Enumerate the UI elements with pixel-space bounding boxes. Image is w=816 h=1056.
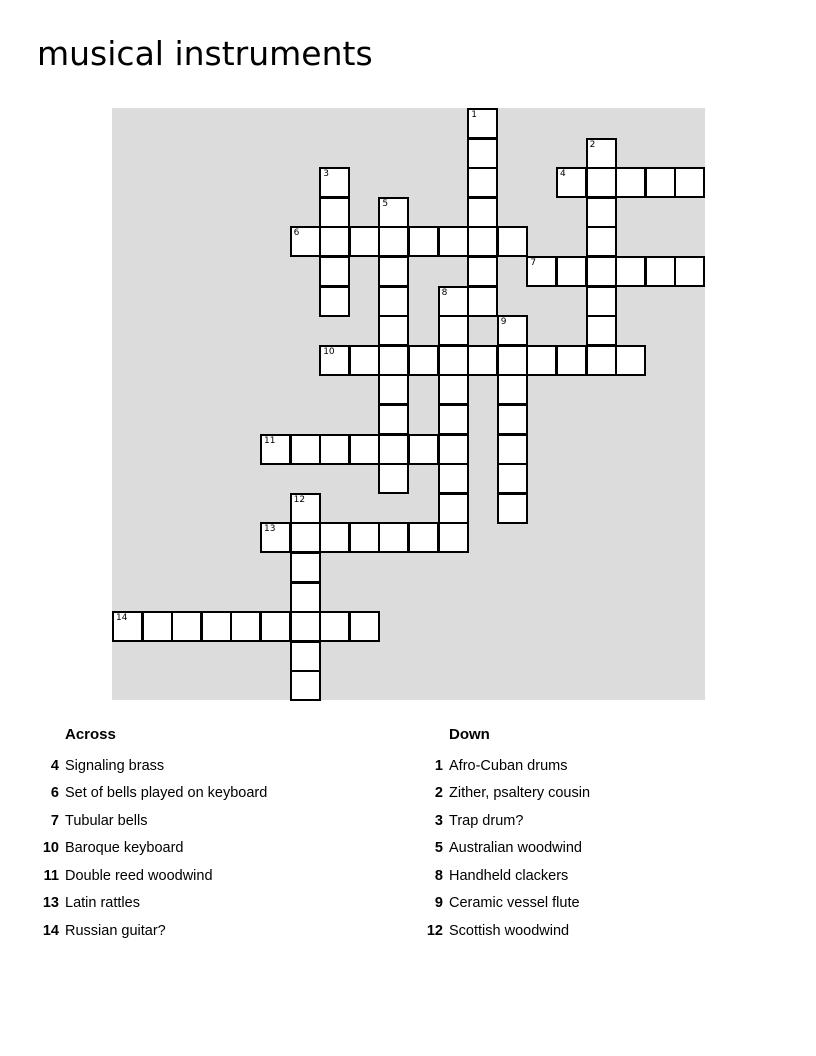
- grid-cell[interactable]: [467, 345, 498, 376]
- grid-cell[interactable]: [171, 611, 202, 642]
- cell-number: 11: [264, 435, 276, 446]
- grid-cell[interactable]: [497, 463, 528, 494]
- grid-cell[interactable]: [586, 256, 617, 287]
- cell-number: 4: [560, 169, 566, 180]
- grid-cell[interactable]: [260, 522, 291, 553]
- grid-cell[interactable]: [645, 256, 676, 287]
- grid-cell[interactable]: [467, 108, 498, 139]
- grid-cell[interactable]: [586, 167, 617, 198]
- grid-cell[interactable]: [319, 345, 350, 376]
- clue-number: 2: [434, 785, 443, 802]
- clue-text: Trap drum?: [449, 812, 524, 829]
- clue-number: 1: [434, 757, 443, 774]
- grid-cell[interactable]: [438, 434, 469, 465]
- grid-cell[interactable]: [497, 374, 528, 405]
- grid-cell[interactable]: [408, 226, 439, 257]
- grid-cell[interactable]: [674, 167, 705, 198]
- clue-text: Afro-Cuban drums: [449, 757, 568, 774]
- grid-cell[interactable]: [438, 315, 469, 346]
- clue-text: Ceramic vessel flute: [449, 895, 580, 912]
- cell-number: 14: [116, 613, 128, 624]
- down-clue: [424, 752, 764, 780]
- grid-cell[interactable]: [526, 345, 557, 376]
- cell-number: 3: [323, 169, 329, 180]
- grid-cell[interactable]: [319, 611, 350, 642]
- clue-number: 6: [50, 785, 59, 802]
- across-clue: [40, 890, 380, 918]
- grid-cell[interactable]: [586, 226, 617, 257]
- cell-number: 13: [264, 524, 276, 535]
- across-clue: [40, 917, 380, 945]
- grid-cell[interactable]: [467, 256, 498, 287]
- grid-cell[interactable]: [378, 345, 409, 376]
- grid-cell[interactable]: [586, 197, 617, 228]
- cell-number: 10: [323, 346, 335, 357]
- grid-cell[interactable]: [615, 256, 646, 287]
- grid-cell[interactable]: [290, 670, 321, 701]
- clue-number: 9: [434, 895, 443, 912]
- grid-cell[interactable]: [438, 286, 469, 317]
- grid-cell[interactable]: [378, 463, 409, 494]
- grid-cell[interactable]: [112, 611, 143, 642]
- across-clue: [40, 807, 380, 835]
- grid-cell[interactable]: [497, 315, 528, 346]
- grid-cell[interactable]: [586, 315, 617, 346]
- grid-cell[interactable]: [467, 138, 498, 169]
- crossword-grid: [112, 108, 705, 700]
- cell-number: 9: [500, 317, 507, 328]
- clue-text: Australian woodwind: [449, 840, 582, 857]
- clue-text: Double reed woodwind: [65, 867, 213, 884]
- grid-cell[interactable]: [497, 345, 528, 376]
- grid-cell[interactable]: [586, 286, 617, 317]
- down-clue: [424, 917, 764, 945]
- grid-cell[interactable]: [349, 345, 380, 376]
- clue-text: Scottish woodwind: [449, 922, 570, 939]
- across-heading: Across: [65, 726, 116, 743]
- grid-cell[interactable]: [556, 345, 587, 376]
- grid-cell[interactable]: [290, 522, 321, 553]
- across-clue: [40, 780, 380, 808]
- grid-cell[interactable]: [408, 345, 439, 376]
- grid-cell[interactable]: [260, 434, 291, 465]
- cell-number: 2: [589, 139, 596, 150]
- across-clues: [40, 724, 380, 945]
- clue-number: 7: [50, 812, 59, 829]
- down-clue: [424, 862, 764, 890]
- grid-cell[interactable]: [497, 404, 528, 435]
- cell-number: 6: [293, 228, 300, 239]
- clue-number: 4: [50, 757, 59, 774]
- grid-cell[interactable]: [201, 611, 232, 642]
- down-clues: [424, 724, 764, 945]
- grid-cell[interactable]: [378, 197, 409, 228]
- grid-cell[interactable]: [319, 522, 350, 553]
- clue-number: 11: [43, 867, 59, 884]
- clue-text: Zither, psaltery cousin: [449, 785, 591, 802]
- grid-cell[interactable]: [586, 138, 617, 169]
- grid-cell[interactable]: [349, 522, 380, 553]
- grid-cell[interactable]: [290, 226, 321, 257]
- cell-number: 12: [293, 494, 306, 505]
- grid-cell[interactable]: [467, 167, 498, 198]
- grid-cell[interactable]: [378, 226, 409, 257]
- grid-cell[interactable]: [290, 552, 321, 583]
- grid-cell[interactable]: [260, 611, 291, 642]
- grid-cell[interactable]: [319, 226, 350, 257]
- grid-cell[interactable]: [290, 611, 321, 642]
- grid-cell[interactable]: [645, 167, 676, 198]
- clue-number: 13: [42, 895, 59, 912]
- grid-cell[interactable]: [556, 167, 587, 198]
- clue-text: Signaling brass: [65, 757, 165, 774]
- grid-cell[interactable]: [408, 522, 439, 553]
- grid-cell[interactable]: [438, 522, 469, 553]
- grid-cell[interactable]: [142, 611, 173, 642]
- clue-number: 10: [42, 840, 59, 857]
- clue-text: Latin rattles: [65, 895, 140, 912]
- down-clue: [424, 780, 764, 808]
- grid-cell[interactable]: [319, 197, 350, 228]
- grid-cell[interactable]: [526, 256, 557, 287]
- grid-cell[interactable]: [290, 582, 321, 613]
- grid-cell[interactable]: [615, 345, 646, 376]
- grid-cell[interactable]: [290, 434, 321, 465]
- grid-cell[interactable]: [497, 226, 528, 257]
- clue-number: 14: [42, 922, 59, 939]
- grid-cell[interactable]: [438, 374, 469, 405]
- grid-cell[interactable]: [497, 434, 528, 465]
- cell-number: 8: [441, 287, 448, 298]
- grid-cell[interactable]: [438, 463, 469, 494]
- clue-text: Handheld clackers: [449, 867, 569, 884]
- clue-text: Set of bells played on keyboard: [65, 785, 268, 802]
- grid-cell[interactable]: [438, 345, 469, 376]
- clue-text: Tubular bells: [65, 812, 148, 829]
- grid-cell[interactable]: [349, 226, 380, 257]
- across-clue: [40, 862, 380, 890]
- puzzle-title: musical instruments: [37, 34, 373, 73]
- grid-cell[interactable]: [438, 404, 469, 435]
- grid-cell[interactable]: [615, 167, 646, 198]
- clue-number: 8: [434, 867, 443, 884]
- cell-number: 5: [382, 198, 389, 209]
- grid-cell[interactable]: [290, 493, 321, 524]
- grid-cell[interactable]: [674, 256, 705, 287]
- across-clue: [40, 835, 380, 863]
- grid-cell[interactable]: [349, 611, 380, 642]
- grid-cell[interactable]: [319, 256, 350, 287]
- clue-number: 3: [434, 812, 443, 829]
- grid-cell[interactable]: [230, 611, 261, 642]
- grid-cell[interactable]: [378, 374, 409, 405]
- clue-text: Baroque keyboard: [65, 840, 184, 857]
- grid-cell[interactable]: [319, 434, 350, 465]
- down-clue: [424, 835, 764, 863]
- grid-cell[interactable]: [467, 286, 498, 317]
- down-clue: [424, 890, 764, 918]
- grid-cell[interactable]: [378, 286, 409, 317]
- clue-number: 12: [426, 922, 443, 939]
- grid-cell[interactable]: [378, 522, 409, 553]
- grid-cell[interactable]: [467, 226, 498, 257]
- grid-cell[interactable]: [497, 493, 528, 524]
- grid-cell[interactable]: [378, 256, 409, 287]
- across-clue: [40, 752, 380, 780]
- clue-number: 5: [434, 840, 443, 857]
- grid-cell[interactable]: [438, 226, 469, 257]
- grid-cell[interactable]: [378, 404, 409, 435]
- grid-cell[interactable]: [556, 256, 587, 287]
- grid-cell[interactable]: [586, 345, 617, 376]
- cell-number: 7: [530, 258, 537, 268]
- grid-cell[interactable]: [378, 434, 409, 465]
- grid-cell[interactable]: [349, 434, 380, 465]
- grid-cell[interactable]: [467, 197, 498, 228]
- down-heading: Down: [449, 726, 490, 743]
- cell-number: 1: [471, 110, 477, 120]
- grid-cell[interactable]: [319, 286, 350, 317]
- grid-cell[interactable]: [319, 167, 350, 198]
- grid-cell[interactable]: [408, 434, 439, 465]
- grid-cell[interactable]: [378, 315, 409, 346]
- grid-cell[interactable]: [438, 493, 469, 524]
- down-clue: [424, 807, 764, 835]
- clue-text: Russian guitar?: [65, 922, 166, 939]
- grid-cell[interactable]: [290, 641, 321, 672]
